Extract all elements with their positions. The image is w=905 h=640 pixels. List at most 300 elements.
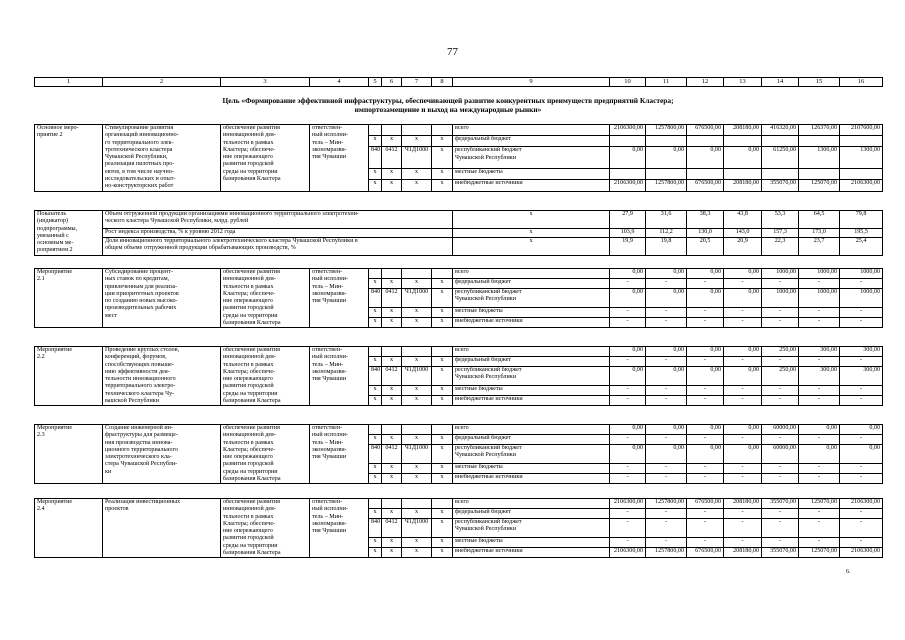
funding-value: 0,00 — [646, 445, 687, 464]
column-number-cell: 12 — [687, 78, 724, 87]
text-line: Мероприятие — [37, 269, 73, 275]
funding-value: - — [687, 509, 724, 519]
funding-value: 0,00 — [646, 289, 687, 308]
funding-source: внебюджетные источники — [453, 396, 610, 406]
text-line: обеспечение развития — [223, 269, 280, 275]
indicator-value: 25,4 — [840, 237, 883, 255]
funding-value: - — [610, 318, 646, 328]
budget-code: x — [382, 396, 402, 406]
budget-code: x — [402, 357, 432, 367]
funding-value: - — [762, 519, 799, 538]
text-line: Кластера; обеспече- — [223, 446, 276, 453]
funding-value: 1300,00 — [840, 147, 883, 169]
text-line: тельности в рамках — [223, 439, 274, 446]
text-line: Кластера; обеспече- — [223, 520, 276, 527]
funding-value: 0,00 — [687, 289, 724, 308]
funding-value: 0,00 — [724, 425, 762, 435]
funding-value: - — [762, 357, 799, 367]
text-line: Проведение круглых столов, — [105, 347, 180, 353]
budget-code — [432, 347, 453, 357]
budget-code: 0412 — [382, 289, 402, 308]
funding-value: 1000,00 — [840, 289, 883, 308]
budget-code: 840 — [369, 519, 382, 538]
text-line: обеспечение развития — [223, 425, 280, 431]
text-line: Кластера; обеспече- — [223, 368, 276, 375]
budget-code: x — [402, 318, 432, 328]
funding-value: - — [799, 308, 840, 318]
funding-value: - — [799, 396, 840, 406]
budget-code: Ч1Д1000 — [402, 289, 432, 308]
budget-code — [432, 269, 453, 279]
funding-value: 61250,00 — [762, 147, 799, 169]
funding-source: местные бюджеты — [453, 308, 610, 318]
funding-value: - — [646, 474, 687, 484]
funding-value: 0,00 — [646, 367, 687, 386]
measure-executor — [310, 499, 369, 558]
budget-code — [382, 347, 402, 357]
text-line: привлеченным для реализа- — [105, 283, 178, 290]
funding-value: - — [724, 318, 762, 328]
indicator-value: 64,5 — [799, 211, 840, 229]
text-line: тель – Мин- — [312, 513, 344, 520]
funding-value: - — [840, 519, 883, 538]
text-line: среды на территории — [223, 542, 278, 549]
funding-value: 0,00 — [799, 445, 840, 464]
funding-source: местные бюджеты — [453, 464, 610, 474]
budget-code — [382, 499, 402, 509]
funding-value: - — [724, 279, 762, 289]
budget-code: x — [432, 318, 453, 328]
indicator-value: 23,7 — [799, 237, 840, 255]
budget-code — [432, 425, 453, 435]
text-line: развития городской — [223, 383, 274, 390]
funding-line — [35, 125, 883, 136]
funding-value: 125070,00 — [799, 548, 840, 558]
text-line: базирования Кластера — [223, 176, 281, 183]
funding-value: - — [762, 279, 799, 289]
text-line: электротехнического кла- — [105, 454, 172, 461]
funding-value: 2106300,00 — [610, 180, 646, 191]
budget-code: 840 — [369, 147, 382, 169]
funding-value: 1000,00 — [840, 269, 883, 279]
indicator-value: 53,3 — [762, 211, 799, 229]
column-number-header — [34, 77, 883, 87]
funding-value: 0,00 — [687, 147, 724, 169]
budget-code: x — [402, 396, 432, 406]
budget-code: x — [402, 386, 432, 396]
budget-code: x — [382, 474, 402, 484]
funding-value: 125070,00 — [799, 499, 840, 509]
budget-code — [382, 125, 402, 136]
funding-value — [840, 136, 883, 147]
budget-code: x — [382, 279, 402, 289]
funding-value: - — [610, 435, 646, 445]
funding-value: 60000,00 — [762, 445, 799, 464]
funding-value: - — [687, 279, 724, 289]
text-line: 2.3 — [37, 432, 45, 439]
funding-source: местные бюджеты — [453, 169, 610, 180]
indicator-value: 19,8 — [646, 237, 687, 255]
funding-value: - — [724, 357, 762, 367]
column-number-row — [35, 78, 883, 87]
funding-value: 0,00 — [687, 445, 724, 464]
funding-source: внебюджетные источники — [453, 548, 610, 558]
budget-code: x — [432, 367, 453, 386]
funding-source: республиканский бюджет Чувашской Республики — [453, 367, 610, 386]
text-line: по созданию новых высоко- — [105, 298, 178, 305]
funding-value: - — [724, 386, 762, 396]
funding-source: федеральный бюджет — [453, 136, 610, 147]
budget-code: x — [382, 136, 402, 147]
text-line: производительных рабочих — [105, 305, 177, 312]
measure-block — [34, 124, 883, 192]
funding-source: республиканский бюджет Чувашской Республики — [453, 289, 610, 308]
funding-value: - — [687, 464, 724, 474]
text-line: ки — [105, 468, 112, 475]
funding-value: 676500,00 — [687, 499, 724, 509]
budget-code: x — [369, 318, 382, 328]
budget-code: Ч1Д1000 — [402, 147, 432, 169]
indicator-block — [34, 210, 883, 256]
budget-code — [382, 269, 402, 279]
text-line: 2.1 — [37, 276, 45, 283]
budget-code: x — [382, 435, 402, 445]
indicator-value: 20,5 — [687, 237, 724, 255]
funding-value: 0,00 — [724, 147, 762, 169]
funding-value: - — [799, 519, 840, 538]
funding-source: внебюджетные источники — [453, 474, 610, 484]
funding-value: 416320,00 — [762, 125, 799, 136]
funding-value: - — [610, 386, 646, 396]
funding-value — [762, 136, 799, 147]
funding-value: - — [610, 279, 646, 289]
budget-code: x — [432, 147, 453, 169]
budget-code: x — [432, 396, 453, 406]
funding-value: - — [724, 435, 762, 445]
text-line: базирования Кластера — [223, 320, 281, 327]
funding-value: - — [687, 318, 724, 328]
funding-value: - — [724, 538, 762, 548]
measure-block — [34, 498, 883, 558]
text-line: инновационной дея- — [223, 354, 276, 361]
text-line: способствующих повыше- — [105, 361, 174, 368]
funding-value: - — [762, 318, 799, 328]
measure-title — [103, 347, 221, 406]
funding-value: 1000,00 — [762, 269, 799, 279]
measure-goal — [221, 347, 310, 406]
budget-code: x — [369, 548, 382, 558]
budget-code: 840 — [369, 289, 382, 308]
text-line: (индикатор) — [37, 218, 69, 225]
funding-value: - — [840, 308, 883, 318]
column-number-cell: 5 — [369, 78, 382, 87]
column-number-cell: 16 — [840, 78, 883, 87]
funding-value: 0,00 — [724, 347, 762, 357]
funding-value: - — [840, 318, 883, 328]
text-line: тротехнического кластера — [105, 146, 173, 153]
text-line: основным ме- — [37, 240, 74, 247]
funding-value: 208180,00 — [724, 548, 762, 558]
text-line: тельности инновационного — [105, 376, 176, 383]
text-line: тия Чувашии — [312, 376, 346, 383]
funding-value: - — [799, 279, 840, 289]
funding-value — [687, 169, 724, 180]
text-line: мест — [105, 312, 118, 319]
funding-source: федеральный бюджет — [453, 509, 610, 519]
column-number-cell: 14 — [762, 78, 799, 87]
funding-value: - — [799, 464, 840, 474]
funding-value: 676500,00 — [687, 548, 724, 558]
indicator-value: 103,9 — [610, 228, 646, 237]
measure-executor — [310, 269, 369, 328]
budget-code: x — [432, 308, 453, 318]
budget-code: x — [402, 180, 432, 191]
measure-goal — [221, 425, 310, 484]
budget-code: x — [369, 435, 382, 445]
text-line: ние опережающего — [223, 376, 273, 383]
budget-code: x — [402, 464, 432, 474]
text-line: обеспечение развития — [223, 347, 280, 353]
budget-code — [382, 425, 402, 435]
text-line: инновационной дея- — [223, 432, 276, 439]
funding-value: 1257800,00 — [646, 548, 687, 558]
budget-code — [369, 125, 382, 136]
text-line: ния производства иннова- — [105, 439, 173, 446]
budget-code — [402, 499, 432, 509]
funding-value: 0,00 — [687, 425, 724, 435]
budget-code: x — [432, 289, 453, 308]
funding-value: - — [799, 357, 840, 367]
budget-code: x — [402, 308, 432, 318]
funding-value: 355070,00 — [762, 548, 799, 558]
funding-value: 0,00 — [724, 445, 762, 464]
text-line: Создание инженерной ин- — [105, 425, 173, 431]
funding-source: федеральный бюджет — [453, 435, 610, 445]
funding-value — [610, 136, 646, 147]
funding-value: 0,00 — [610, 347, 646, 357]
text-line: ции приоритетных проектов — [105, 290, 179, 297]
text-line: но-конструкторских работ — [105, 183, 174, 190]
funding-source: внебюджетные источники — [453, 180, 610, 191]
funding-value: 676500,00 — [687, 180, 724, 191]
budget-code: x — [432, 180, 453, 191]
budget-code: x — [369, 136, 382, 147]
text-line: инновационной дея- — [223, 132, 276, 139]
funding-value: - — [724, 474, 762, 484]
funding-value: 2106300,00 — [610, 548, 646, 558]
budget-code: x — [369, 396, 382, 406]
funding-value: 0,00 — [610, 289, 646, 308]
indicator-value: 112,2 — [646, 228, 687, 237]
budget-code — [402, 347, 432, 357]
budget-code — [402, 269, 432, 279]
funding-value — [724, 169, 762, 180]
funding-value: - — [610, 357, 646, 367]
text-line: организаций инновационно- — [105, 132, 179, 139]
text-line: обеспечение развития — [223, 499, 280, 505]
text-line: Субсидирование процент- — [105, 269, 173, 275]
budget-code: x — [402, 474, 432, 484]
funding-value: - — [762, 538, 799, 548]
budget-code: x — [382, 318, 402, 328]
funding-source: местные бюджеты — [453, 386, 610, 396]
column-number-cell: 10 — [610, 78, 646, 87]
text-line: базирования Кластера — [223, 398, 281, 405]
budget-code: Ч1Д1000 — [402, 367, 432, 386]
budget-code — [369, 269, 382, 279]
budget-code: Ч1Д1000 — [402, 445, 432, 464]
budget-code: x — [369, 279, 382, 289]
text-line: проектов — [105, 506, 129, 513]
funding-value: - — [646, 318, 687, 328]
funding-source: республиканский бюджет Чувашской Республики — [453, 445, 610, 464]
budget-code: 0412 — [382, 445, 402, 464]
funding-value: - — [646, 386, 687, 396]
funding-value — [799, 169, 840, 180]
funding-value: - — [687, 519, 724, 538]
funding-value — [687, 136, 724, 147]
text-line: приятие 2 — [37, 132, 63, 139]
funding-value: - — [840, 357, 883, 367]
column-number-cell: 8 — [432, 78, 453, 87]
indicator-value: 43,8 — [724, 211, 762, 229]
funding-value: - — [840, 464, 883, 474]
text-line: тия Чувашии — [312, 454, 346, 461]
funding-value: 0,00 — [610, 147, 646, 169]
funding-value: - — [687, 538, 724, 548]
budget-code: x — [382, 548, 402, 558]
text-line: Кластера; обеспече- — [223, 146, 276, 153]
indicator-value: 27,9 — [610, 211, 646, 229]
funding-value: 0,00 — [687, 347, 724, 357]
text-line: Мероприятие — [37, 347, 73, 353]
text-line: тельности в рамках — [223, 513, 274, 520]
measure-title — [103, 425, 221, 484]
funding-value: 2107600,00 — [840, 125, 883, 136]
funding-value: - — [840, 509, 883, 519]
indicator-name: Объем отгруженной продукции организациями инновационного территориального электротехни- ческого кластера Чувашской Республики, млрд. рублей — [103, 211, 453, 229]
budget-code: x — [369, 386, 382, 396]
indicator-value: 22,3 — [762, 237, 799, 255]
text-line: экономразви- — [312, 520, 347, 527]
text-line: технического кластера Чу- — [105, 390, 175, 397]
text-line: ответствен- — [312, 269, 343, 275]
funding-value: 0,00 — [610, 269, 646, 279]
funding-value: - — [762, 308, 799, 318]
measure-id — [35, 425, 103, 484]
indicator-row — [35, 211, 883, 229]
funding-source: всего — [453, 499, 610, 509]
measure-executor — [310, 347, 369, 406]
indicator-mark: x — [453, 211, 610, 229]
funding-value: 208180,00 — [724, 180, 762, 191]
budget-code: x — [402, 538, 432, 548]
funding-value: 300,00 — [840, 367, 883, 386]
funding-value: 1000,00 — [799, 289, 840, 308]
funding-value: 2106300,00 — [840, 548, 883, 558]
text-line: ответствен- — [312, 499, 343, 505]
funding-value: - — [646, 538, 687, 548]
funding-value: 0,00 — [687, 269, 724, 279]
funding-value: - — [610, 538, 646, 548]
measure-goal — [221, 269, 310, 328]
budget-code: x — [382, 509, 402, 519]
text-line: ответствен- — [312, 125, 343, 131]
funding-value: 2106300,00 — [610, 499, 646, 509]
text-line: исследовательских и опыт- — [105, 176, 176, 183]
text-line: Показатель — [37, 211, 67, 217]
budget-code: x — [369, 509, 382, 519]
text-line: подпрограммы, — [37, 225, 78, 232]
text-line: ный исполни- — [312, 276, 348, 283]
funding-value — [799, 136, 840, 147]
budget-code: x — [402, 509, 432, 519]
funding-value: - — [840, 474, 883, 484]
funding-value: 1257800,00 — [646, 180, 687, 191]
funding-line — [35, 347, 883, 357]
text-line: ный исполни- — [312, 506, 348, 513]
funding-value: 0,00 — [610, 425, 646, 435]
budget-code: x — [432, 548, 453, 558]
funding-value: 1000,00 — [799, 269, 840, 279]
funding-value: 1000,00 — [762, 289, 799, 308]
funding-value: 208180,00 — [724, 499, 762, 509]
measure-id — [35, 125, 103, 192]
funding-value: - — [646, 357, 687, 367]
budget-code — [402, 425, 432, 435]
text-line: территориального электро- — [105, 383, 176, 390]
measure-id — [35, 269, 103, 328]
budget-code: x — [369, 474, 382, 484]
budget-code: x — [432, 435, 453, 445]
budget-code: x — [382, 180, 402, 191]
funding-value: 1257800,00 — [646, 499, 687, 509]
text-line: ние опережающего — [223, 528, 273, 535]
funding-value: - — [762, 464, 799, 474]
budget-code: x — [369, 169, 382, 180]
funding-value: 0,00 — [840, 425, 883, 435]
funding-value: - — [687, 474, 724, 484]
text-line: ние опережающего — [223, 454, 273, 461]
funding-value: 300,00 — [799, 367, 840, 386]
funding-value: - — [840, 538, 883, 548]
text-line: Основное меро- — [37, 125, 79, 131]
budget-code: x — [402, 548, 432, 558]
budget-code: x — [382, 169, 402, 180]
text-line: ных ставок по кредитам, — [105, 276, 170, 283]
budget-code: x — [382, 538, 402, 548]
text-line: реализация пилотных про- — [105, 161, 175, 168]
funding-value: 125070,00 — [799, 180, 840, 191]
indicator-mark: x — [453, 237, 610, 255]
funding-value: 0,00 — [646, 147, 687, 169]
measure-title — [103, 269, 221, 328]
funding-value: - — [724, 509, 762, 519]
column-number-cell: 11 — [646, 78, 687, 87]
text-line: развития городской — [223, 535, 274, 542]
funding-value: 60000,00 — [762, 425, 799, 435]
text-line: Мероприятие — [37, 425, 73, 431]
measure-block — [34, 346, 883, 406]
text-line: инновационной дея- — [223, 276, 276, 283]
funding-source: всего — [453, 425, 610, 435]
text-line: Кластера; обеспече- — [223, 290, 276, 297]
budget-code: x — [369, 357, 382, 367]
text-line: ный исполни- — [312, 432, 348, 439]
goal-title-line: импортозамещение и выход на международные рынки» — [354, 105, 542, 114]
indicator-row — [35, 228, 883, 237]
budget-code — [432, 125, 453, 136]
